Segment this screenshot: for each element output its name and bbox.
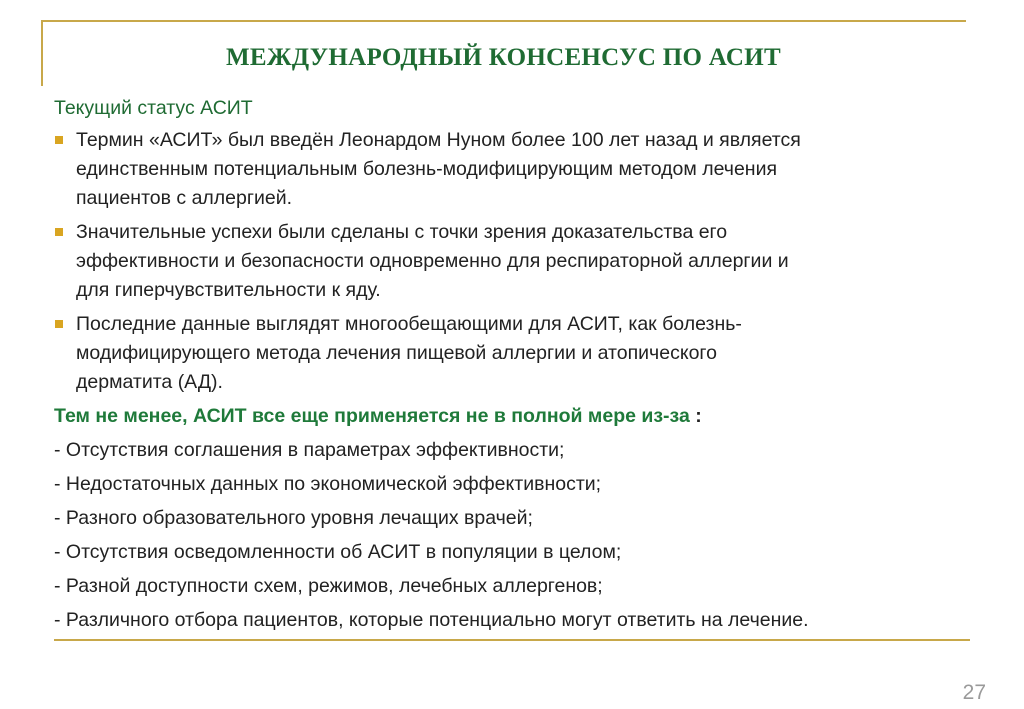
title-frame bbox=[41, 20, 966, 86]
bullet-item-2 bbox=[54, 218, 974, 305]
reason-item: - Различного отбора пациентов, которые потенциально могут ответить на лечение. bbox=[54, 609, 809, 631]
bottom-divider bbox=[54, 639, 970, 641]
reason-item: - Разной доступности схем, режимов, лечебных аллергенов; bbox=[54, 575, 603, 597]
slide-content bbox=[54, 94, 974, 637]
reason-item: - Отсутствия осведомленности об АСИТ в популяции в целом; bbox=[54, 541, 622, 563]
bullet-text: Термин «АСИТ» был введён Леонардом Нуном более 100 лет назад и является единственным потенциальным болезнь-модифицирующим методом лечения пациентов с аллергией. bbox=[76, 129, 801, 209]
bullet-text: Последние данные выглядят многообещающими для АСИТ, как болезнь- модифицирующего метода лечения пищевой аллергии и атопического дерматита (АД). bbox=[76, 313, 742, 393]
section-subtitle: Текущий статус АСИТ bbox=[54, 97, 253, 119]
page-number: 27 bbox=[962, 681, 986, 704]
square-bullet-icon bbox=[55, 136, 63, 144]
bullet-list bbox=[54, 126, 974, 397]
emphasis-heading bbox=[54, 402, 974, 431]
square-bullet-icon bbox=[55, 228, 63, 236]
reason-item: - Отсутствия соглашения в параметрах эффективности; bbox=[54, 439, 565, 461]
square-bullet-icon bbox=[55, 320, 63, 328]
emphasis-text: Тем не менее, АСИТ все еще применяется не в полной мере из-за bbox=[54, 405, 690, 427]
emphasis-colon: : bbox=[689, 405, 702, 427]
title-frame-top-rule bbox=[41, 20, 966, 22]
bullet-item-3 bbox=[54, 310, 974, 397]
bullet-item-1 bbox=[54, 126, 974, 213]
slide-title: МЕЖДУНАРОДНЫЙ КОНСЕНСУС ПО АСИТ bbox=[226, 44, 781, 71]
reason-item: - Разного образовательного уровня лечащих врачей; bbox=[54, 507, 533, 529]
reason-item: - Недостаточных данных по экономической эффективности; bbox=[54, 473, 602, 495]
bullet-text: Значительные успехи были сделаны с точки зрения доказательства его эффективности и безопасности одновременно для респираторной аллергии и для гиперчувствительности к яду. bbox=[76, 221, 789, 301]
reasons-list bbox=[54, 433, 974, 637]
